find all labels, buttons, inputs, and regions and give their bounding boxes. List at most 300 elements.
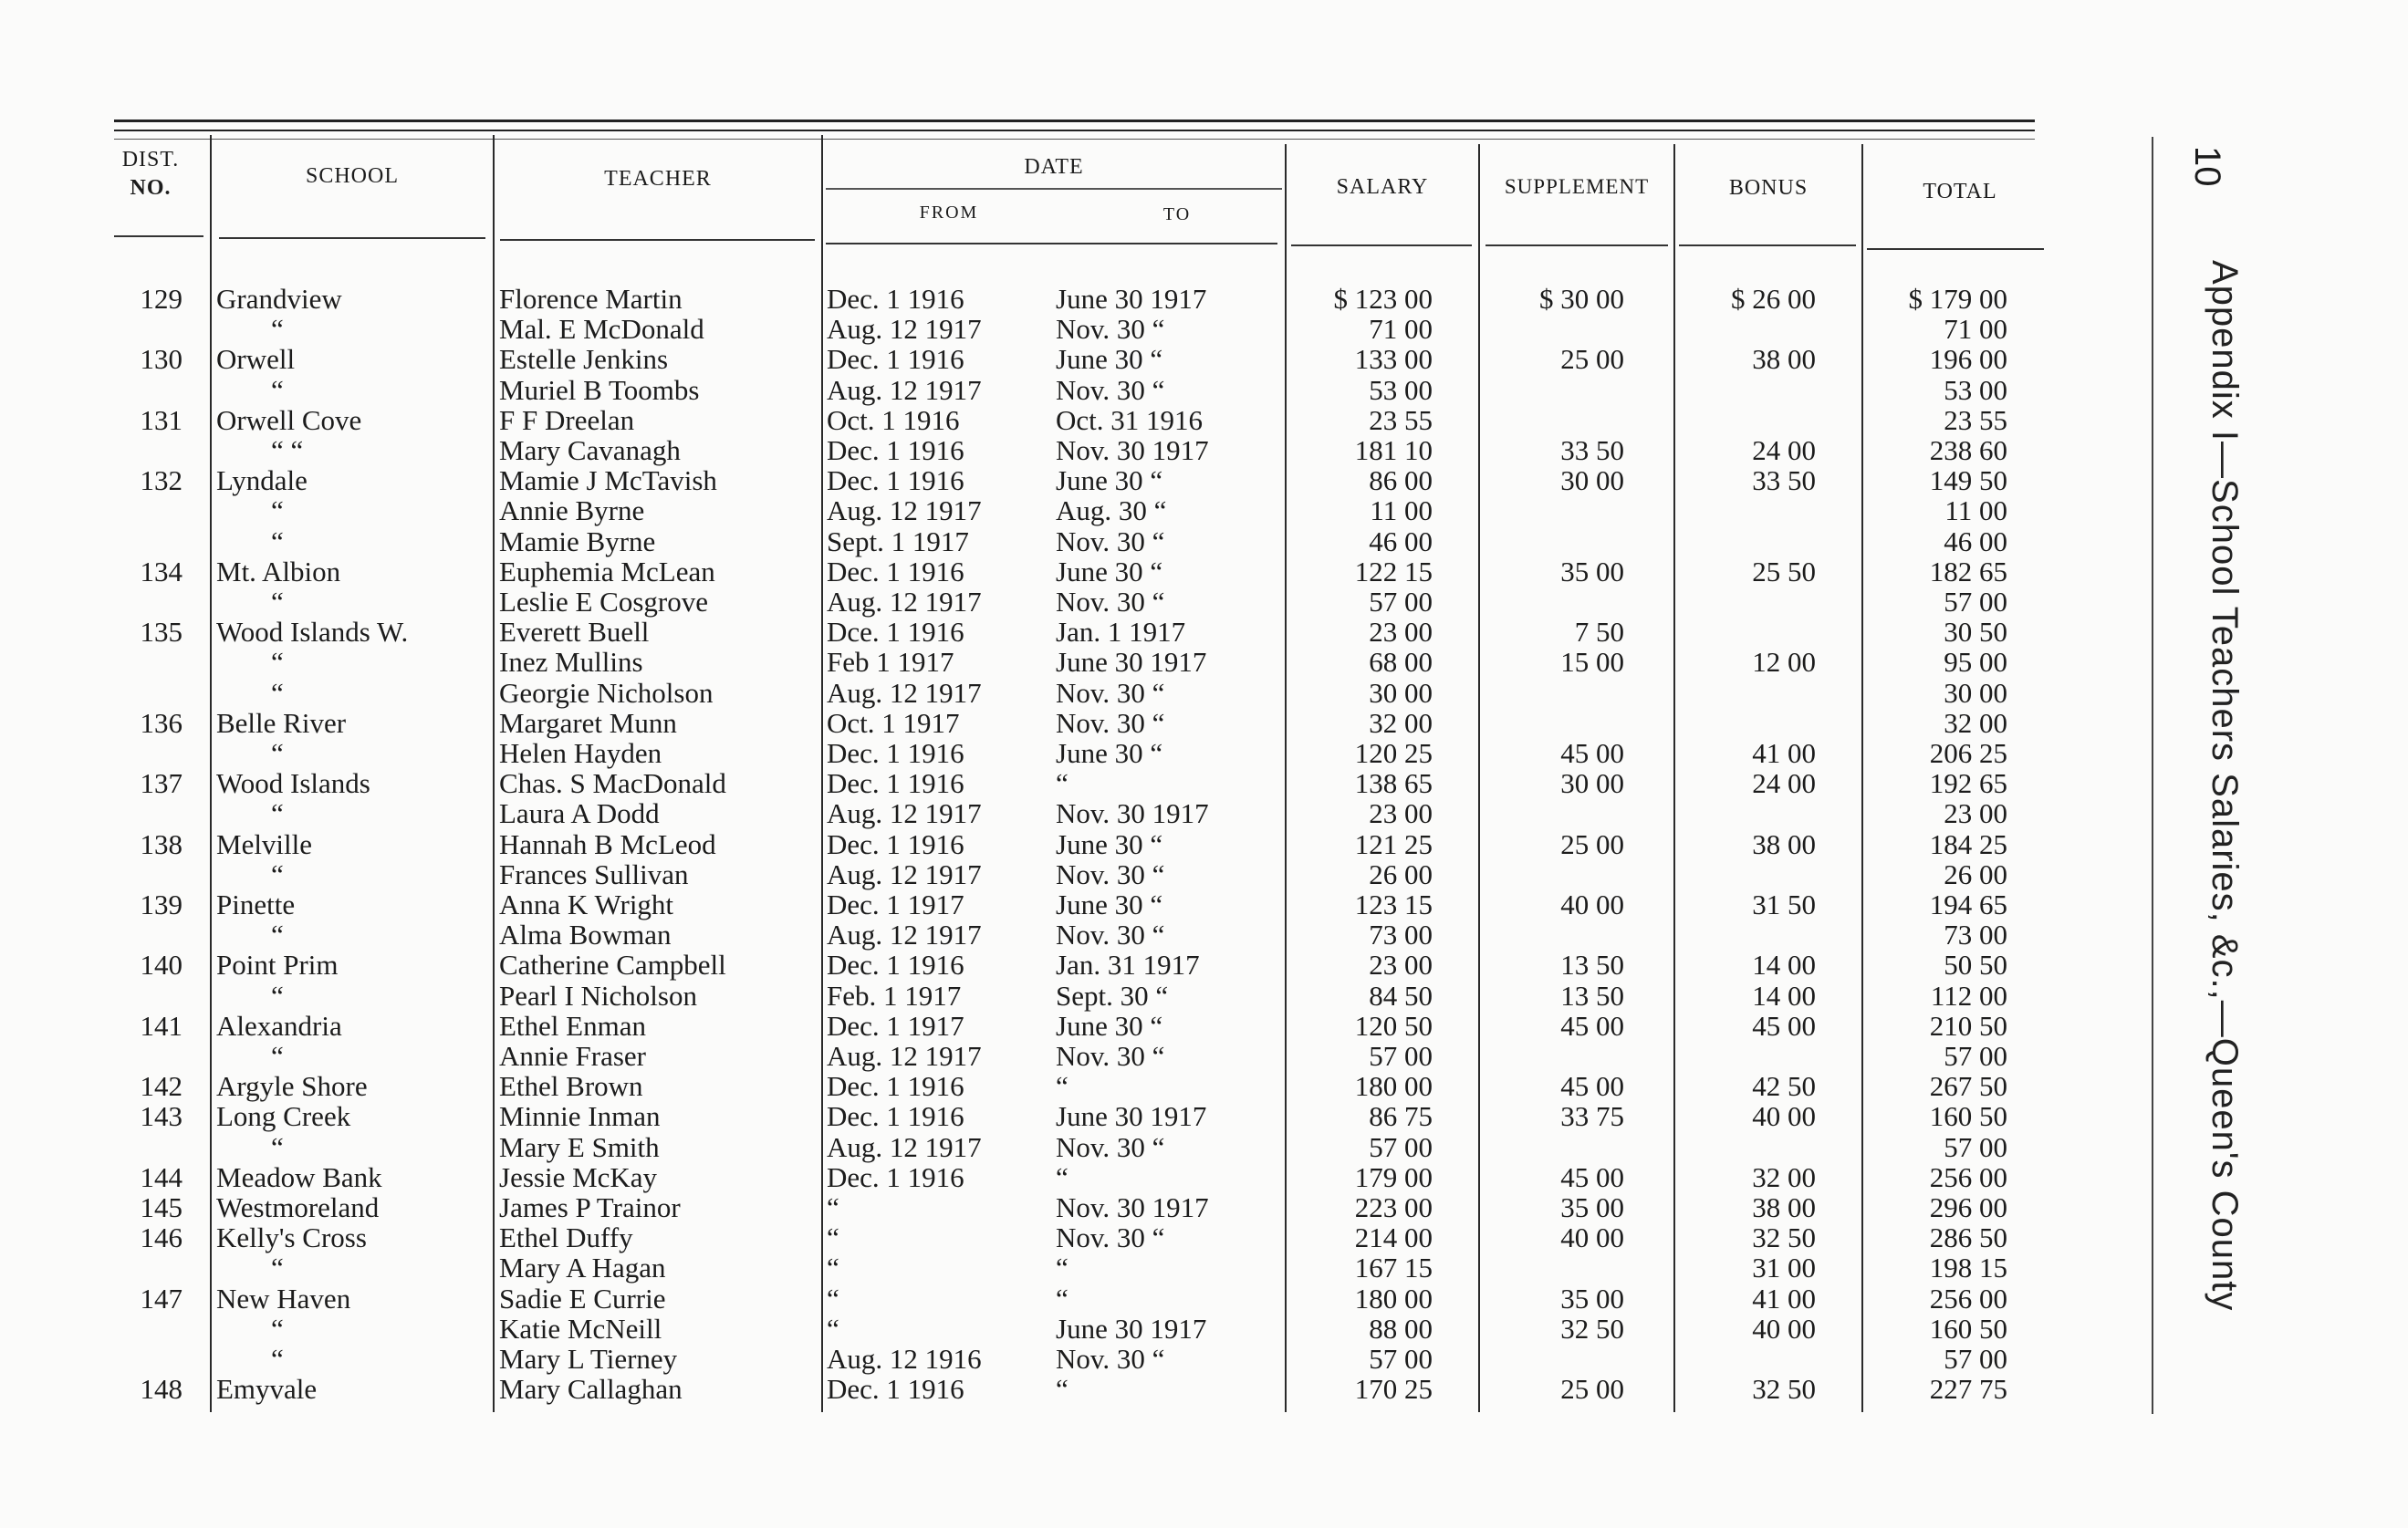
- table-cell-school: “: [271, 586, 284, 618]
- table-cell-dist: 130: [140, 343, 182, 376]
- table-cell-total: 267 50: [1929, 1070, 2007, 1103]
- table-cell-from: Dec. 1 1916: [827, 343, 964, 376]
- table-cell-salary: 180 00: [1354, 1070, 1433, 1103]
- table-cell-dist: 139: [140, 889, 182, 920]
- table-cell-salary: 214 00: [1354, 1221, 1433, 1254]
- table-cell-from: Dec. 1 1916: [827, 1160, 964, 1193]
- table-cell-salary: 180 00: [1354, 1282, 1433, 1315]
- table-cell-to: Nov. 30 1917: [1056, 1191, 1209, 1223]
- table-cell-to: Aug. 30 “: [1056, 494, 1167, 527]
- table-cell-bonus: 42 50: [1752, 1070, 1816, 1103]
- table-cell-teacher: Pearl I Nicholson: [499, 979, 697, 1012]
- table-cell-salary: 71 00: [1369, 313, 1433, 346]
- table-cell-dist: 148: [140, 1373, 182, 1406]
- table-cell-salary: 11 00: [1370, 494, 1433, 527]
- table-cell-from: Feb 1 1917: [827, 646, 954, 679]
- table-cell-dist: 134: [140, 555, 182, 587]
- table-cell-supplement: 35 00: [1560, 555, 1624, 587]
- date-divider: [826, 188, 1282, 190]
- table-cell-supplement: 33 75: [1560, 1100, 1624, 1133]
- table-cell-salary: 86 00: [1369, 464, 1433, 497]
- table-cell-to: “: [1056, 1252, 1068, 1284]
- table-cell-teacher: F F Dreelan: [499, 403, 635, 436]
- header-underline: [1867, 248, 2044, 250]
- table-cell-teacher: Mamie J McTavish: [499, 464, 717, 497]
- table-cell-supplement: 35 00: [1560, 1191, 1624, 1223]
- table-cell-salary: 26 00: [1369, 858, 1433, 890]
- table-cell-bonus: 40 00: [1752, 1100, 1816, 1133]
- table-cell-from: Aug. 12 1917: [827, 313, 982, 346]
- table-cell-bonus: 12 00: [1752, 646, 1816, 679]
- table-cell-from: Aug. 12 1917: [827, 373, 982, 406]
- table-cell-salary: 120 50: [1354, 1009, 1433, 1042]
- page-frame-line: [2152, 137, 2153, 1414]
- table-cell-teacher: Muriel B Toombs: [499, 373, 700, 406]
- table-cell-teacher: Minnie Inman: [499, 1100, 661, 1133]
- table-cell-from: Aug. 12 1917: [827, 1130, 982, 1163]
- top-rule: [114, 120, 2035, 122]
- table-cell-to: June 30 “: [1056, 1009, 1163, 1042]
- table-cell-salary: 46 00: [1369, 525, 1433, 557]
- table-cell-total: 198 15: [1929, 1252, 2007, 1284]
- table-cell-bonus: 33 50: [1752, 464, 1816, 497]
- table-cell-teacher: Mary L Tierney: [499, 1343, 678, 1375]
- table-cell-bonus: 38 00: [1752, 343, 1816, 376]
- table-cell-dist: 129: [140, 283, 182, 315]
- table-cell-bonus: 38 00: [1752, 1191, 1816, 1223]
- table-cell-school: New Haven: [216, 1282, 351, 1315]
- table-cell-to: June 30 “: [1056, 464, 1163, 497]
- table-cell-to: Nov. 30 “: [1056, 1221, 1165, 1254]
- table-cell-teacher: Laura A Dodd: [499, 797, 660, 830]
- table-cell-school: “: [271, 494, 284, 527]
- table-cell-dist: 144: [140, 1160, 182, 1193]
- table-cell-school: Belle River: [216, 706, 347, 739]
- table-cell-teacher: Estelle Jenkins: [499, 343, 669, 376]
- table-cell-total: 53 00: [1944, 373, 2007, 406]
- table-cell-total: 194 65: [1929, 889, 2007, 920]
- table-cell-teacher: Mal. E McDonald: [499, 313, 704, 346]
- table-cell-teacher: Katie McNeill: [499, 1312, 662, 1345]
- table-cell-school: Kelly's Cross: [216, 1221, 367, 1254]
- table-cell-dist: 147: [140, 1282, 182, 1315]
- table-cell-total: 57 00: [1944, 1130, 2007, 1163]
- table-cell-salary: 23 00: [1369, 949, 1433, 982]
- table-cell-dist: 143: [140, 1100, 182, 1133]
- table-cell-from: Aug. 12 1917: [827, 1040, 982, 1072]
- table-cell-total: 23 55: [1944, 403, 2007, 436]
- table-cell-school: Meadow Bank: [216, 1160, 382, 1193]
- header-bonus: BONUS: [1728, 176, 1809, 200]
- table-cell-from: Dec. 1 1916: [827, 434, 964, 466]
- table-cell-bonus: 38 00: [1752, 827, 1816, 860]
- side-title: Appendix I—School Teachers Salaries, &c.,—Queen's County: [2205, 260, 2245, 1312]
- header-underline: [1291, 244, 1472, 246]
- header-school: SCHOOL: [305, 164, 399, 188]
- page-number: 10: [2187, 146, 2227, 187]
- table-cell-from: Dce. 1 1916: [827, 616, 964, 649]
- table-cell-salary: 57 00: [1369, 1343, 1433, 1375]
- table-cell-to: Nov. 30 1917: [1056, 434, 1209, 466]
- table-cell-supplement: 40 00: [1560, 889, 1624, 920]
- table-cell-to: Jan. 1 1917: [1056, 616, 1186, 649]
- table-cell-to: June 30 “: [1056, 555, 1163, 587]
- table-cell-to: June 30 1917: [1056, 283, 1207, 315]
- table-cell-teacher: Ethel Duffy: [499, 1221, 633, 1254]
- table-cell-total: 23 00: [1944, 797, 2007, 830]
- table-cell-from: Dec. 1 1916: [827, 464, 964, 497]
- table-cell-to: Nov. 30 “: [1056, 676, 1165, 709]
- table-cell-to: Nov. 30 1917: [1056, 797, 1209, 830]
- table-cell-salary: 68 00: [1369, 646, 1433, 679]
- table-cell-total: 46 00: [1944, 525, 2007, 557]
- table-cell-to: June 30 1917: [1056, 1312, 1207, 1345]
- header-underline: [500, 239, 815, 241]
- table-cell-from: Aug. 12 1917: [827, 858, 982, 890]
- table-cell-from: Dec. 1 1916: [827, 1070, 964, 1103]
- table-cell-teacher: Helen Hayden: [499, 737, 662, 769]
- table-cell-to: June 30 1917: [1056, 1100, 1207, 1133]
- table-cell-supplement: 45 00: [1560, 1160, 1624, 1193]
- header-underline: [219, 237, 485, 239]
- table-cell-teacher: Hannah B McLeod: [499, 827, 716, 860]
- table-cell-school: Mt. Albion: [216, 555, 341, 587]
- table-cell-total: 57 00: [1944, 586, 2007, 618]
- table-cell-dist: 140: [140, 949, 182, 982]
- table-cell-teacher: Sadie E Currie: [499, 1282, 666, 1315]
- table-cell-teacher: Mary Cavanagh: [499, 434, 681, 466]
- table-cell-to: Nov. 30 “: [1056, 525, 1165, 557]
- table-cell-teacher: Florence Martin: [499, 283, 683, 315]
- table-cell-salary: 167 15: [1354, 1252, 1433, 1284]
- table-cell-from: Aug. 12 1917: [827, 676, 982, 709]
- table-cell-dist: 137: [140, 767, 182, 800]
- table-cell-dist: 136: [140, 706, 182, 739]
- table-cell-bonus: 14 00: [1752, 979, 1816, 1012]
- table-cell-dist: 132: [140, 464, 182, 497]
- table-cell-teacher: Catherine Campbell: [499, 949, 726, 982]
- table-cell-from: Feb. 1 1917: [827, 979, 962, 1012]
- table-cell-school: “: [271, 525, 284, 557]
- table-cell-teacher: Euphemia McLean: [499, 555, 715, 587]
- table-cell-bonus: 32 50: [1752, 1373, 1816, 1406]
- table-cell-dist: 141: [140, 1009, 182, 1042]
- table-cell-school: Wood Islands W.: [216, 616, 409, 649]
- table-cell-school: “: [271, 979, 284, 1012]
- table-cell-salary: 23 55: [1369, 403, 1433, 436]
- table-cell-from: Dec. 1 1917: [827, 889, 964, 920]
- table-cell-total: 95 00: [1944, 646, 2007, 679]
- table-cell-bonus: 32 00: [1752, 1160, 1816, 1193]
- table-cell-to: Nov. 30 “: [1056, 919, 1165, 951]
- table-cell-total: 57 00: [1944, 1343, 2007, 1375]
- table-cell-total: 210 50: [1929, 1009, 2007, 1042]
- table-cell-to: Oct. 31 1916: [1056, 403, 1204, 436]
- table-cell-supplement: 40 00: [1560, 1221, 1624, 1254]
- table-cell-to: Nov. 30 “: [1056, 373, 1165, 406]
- table-cell-salary: 170 25: [1354, 1373, 1433, 1406]
- table-cell-school: “: [271, 646, 284, 679]
- table-cell-to: Nov. 30 “: [1056, 858, 1165, 890]
- top-rule-thin: [114, 130, 2035, 131]
- table-cell-salary: 84 50: [1369, 979, 1433, 1012]
- table-cell-supplement: 15 00: [1560, 646, 1624, 679]
- table-cell-supplement: 25 00: [1560, 827, 1624, 860]
- table-cell-total: 32 00: [1944, 706, 2007, 739]
- col-divider: [1673, 144, 1675, 1412]
- table-cell-school: Orwell Cove: [216, 403, 362, 436]
- table-cell-school: Wood Islands: [216, 767, 370, 800]
- table-cell-total: 206 25: [1929, 737, 2007, 769]
- table-cell-salary: 57 00: [1369, 1130, 1433, 1163]
- table-cell-bonus: 24 00: [1752, 434, 1816, 466]
- table-cell-supplement: 7 50: [1574, 616, 1624, 649]
- table-cell-from: Dec. 1 1916: [827, 949, 964, 982]
- table-cell-to: “: [1056, 1373, 1068, 1406]
- table-cell-supplement: 13 50: [1560, 949, 1624, 982]
- table-cell-bonus: 31 00: [1752, 1252, 1816, 1284]
- table-cell-teacher: Leslie E Cosgrove: [499, 586, 709, 618]
- table-cell-bonus: $ 26 00: [1731, 283, 1816, 315]
- table-cell-total: 182 65: [1929, 555, 2007, 587]
- table-cell-bonus: 25 50: [1752, 555, 1816, 587]
- table-cell-to: June 30 “: [1056, 343, 1163, 376]
- table-cell-teacher: Jessie McKay: [499, 1160, 658, 1193]
- header-total: TOTAL: [1923, 180, 1997, 203]
- table-cell-teacher: Mary Callaghan: [499, 1373, 683, 1406]
- table-cell-to: “: [1056, 767, 1068, 800]
- table-cell-from: Dec. 1 1917: [827, 1009, 964, 1042]
- table-cell-supplement: 25 00: [1560, 1373, 1624, 1406]
- table-cell-from: Dec. 1 1916: [827, 555, 964, 587]
- table-cell-salary: 73 00: [1369, 919, 1433, 951]
- table-cell-school: “: [271, 858, 284, 890]
- table-cell-total: 160 50: [1929, 1100, 2007, 1133]
- table-cell-total: 50 50: [1944, 949, 2007, 982]
- table-cell-bonus: 24 00: [1752, 767, 1816, 800]
- table-cell-total: 26 00: [1944, 858, 2007, 890]
- table-cell-to: June 30 “: [1056, 889, 1163, 920]
- table-cell-salary: 181 10: [1354, 434, 1433, 466]
- table-cell-school: “: [271, 1252, 284, 1284]
- table-cell-teacher: Chas. S MacDonald: [499, 767, 726, 800]
- table-cell-from: Aug. 12 1916: [827, 1343, 982, 1375]
- table-cell-salary: 123 15: [1354, 889, 1433, 920]
- header-salary: SALARY: [1336, 175, 1429, 199]
- header-underline: [114, 235, 203, 237]
- table-cell-teacher: Annie Fraser: [499, 1040, 646, 1072]
- table-cell-from: Aug. 12 1917: [827, 797, 982, 830]
- table-cell-total: $ 179 00: [1908, 283, 2007, 315]
- header-to: TO: [1162, 204, 1192, 224]
- table-cell-to: “: [1056, 1070, 1068, 1103]
- header-supplement: SUPPLEMENT: [1504, 175, 1650, 198]
- table-cell-supplement: 30 00: [1560, 464, 1624, 497]
- table-cell-school: Orwell: [216, 343, 296, 376]
- table-cell-teacher: Frances Sullivan: [499, 858, 689, 890]
- table-cell-supplement: 45 00: [1560, 1070, 1624, 1103]
- table-cell-school: Pinette: [216, 889, 296, 920]
- table-cell-total: 256 00: [1929, 1160, 2007, 1193]
- table-cell-total: 256 00: [1929, 1282, 2007, 1315]
- table-cell-teacher: Ethel Enman: [499, 1009, 646, 1042]
- col-divider: [1285, 144, 1287, 1412]
- table-cell-from: Oct. 1 1917: [827, 706, 960, 739]
- table-cell-teacher: Georgie Nicholson: [499, 676, 714, 709]
- table-cell-salary: 23 00: [1369, 616, 1433, 649]
- table-cell-from: Dec. 1 1916: [827, 1373, 964, 1406]
- table-cell-school: “ “: [271, 434, 304, 466]
- table-cell-supplement: 25 00: [1560, 343, 1624, 376]
- table-cell-teacher: Margaret Munn: [499, 706, 677, 739]
- table-cell-supplement: 33 50: [1560, 434, 1624, 466]
- table-cell-to: Jan. 31 1917: [1056, 949, 1200, 982]
- table-cell-from: Sept. 1 1917: [827, 525, 969, 557]
- table-cell-bonus: 31 50: [1752, 889, 1816, 920]
- table-cell-to: Nov. 30 “: [1056, 1130, 1165, 1163]
- table-cell-supplement: 30 00: [1560, 767, 1624, 800]
- table-cell-dist: 138: [140, 827, 182, 860]
- table-cell-salary: 138 65: [1354, 767, 1433, 800]
- header-underline: [826, 243, 1277, 244]
- table-cell-bonus: 14 00: [1752, 949, 1816, 982]
- table-cell-salary: 57 00: [1369, 1040, 1433, 1072]
- table-cell-salary: 32 00: [1369, 706, 1433, 739]
- table-cell-school: “: [271, 373, 284, 406]
- table-cell-to: June 30 “: [1056, 827, 1163, 860]
- table-cell-salary: 121 25: [1354, 827, 1433, 860]
- table-cell-school: “: [271, 797, 284, 830]
- table-cell-teacher: Inez Mullins: [499, 646, 643, 679]
- table-cell-to: “: [1056, 1160, 1068, 1193]
- table-cell-from: “: [827, 1282, 839, 1315]
- table-cell-salary: 23 00: [1369, 797, 1433, 830]
- table-cell-total: 11 00: [1944, 494, 2007, 527]
- table-cell-teacher: Annie Byrne: [499, 494, 645, 527]
- table-cell-school: “: [271, 1312, 284, 1345]
- table-cell-school: “: [271, 313, 284, 346]
- table-cell-to: June 30 1917: [1056, 646, 1207, 679]
- table-cell-dist: 135: [140, 616, 182, 649]
- table-cell-salary: 133 00: [1354, 343, 1433, 376]
- table-cell-total: 286 50: [1929, 1221, 2007, 1254]
- table-cell-total: 227 75: [1929, 1373, 2007, 1406]
- table-cell-teacher: Mary A Hagan: [499, 1252, 666, 1284]
- table-cell-from: Dec. 1 1916: [827, 827, 964, 860]
- table-cell-teacher: Anna K Wright: [499, 889, 674, 920]
- table-cell-teacher: Everett Buell: [499, 616, 650, 649]
- table-cell-from: Aug. 12 1917: [827, 494, 982, 527]
- table-cell-salary: 120 25: [1354, 737, 1433, 769]
- table-cell-school: “: [271, 1130, 284, 1163]
- table-cell-total: 71 00: [1944, 313, 2007, 346]
- table-cell-to: Sept. 30 “: [1056, 979, 1169, 1012]
- table-cell-bonus: 40 00: [1752, 1312, 1816, 1345]
- table-cell-total: 30 00: [1944, 676, 2007, 709]
- table-cell-total: 238 60: [1929, 434, 2007, 466]
- table-cell-school: Point Prim: [216, 949, 339, 982]
- col-divider: [1861, 144, 1863, 1412]
- table-cell-total: 73 00: [1944, 919, 2007, 951]
- table-cell-school: “: [271, 676, 284, 709]
- table-cell-teacher: Ethel Brown: [499, 1070, 643, 1103]
- table-cell-teacher: James P Trainor: [499, 1191, 681, 1223]
- table-cell-total: 192 65: [1929, 767, 2007, 800]
- table-cell-total: 112 00: [1930, 979, 2007, 1012]
- table-cell-supplement: $ 30 00: [1539, 283, 1624, 315]
- table-cell-bonus: 45 00: [1752, 1009, 1816, 1042]
- table-cell-supplement: 35 00: [1560, 1282, 1624, 1315]
- table-cell-to: June 30 “: [1056, 737, 1163, 769]
- table-cell-dist: 131: [140, 403, 182, 436]
- col-divider: [1478, 144, 1480, 1412]
- table-cell-supplement: 45 00: [1560, 1009, 1624, 1042]
- table-cell-from: Aug. 12 1917: [827, 586, 982, 618]
- table-cell-school: Emyvale: [216, 1373, 318, 1406]
- table-cell-teacher: Alma Bowman: [499, 919, 672, 951]
- table-cell-bonus: 32 50: [1752, 1221, 1816, 1254]
- table-cell-total: 149 50: [1929, 464, 2007, 497]
- table-cell-total: 196 00: [1929, 343, 2007, 376]
- col-divider: [821, 135, 823, 1412]
- header-date: DATE: [1024, 155, 1084, 179]
- table-cell-from: Dec. 1 1916: [827, 283, 964, 315]
- table-cell-from: Oct. 1 1916: [827, 403, 960, 436]
- table-cell-school: Westmoreland: [216, 1191, 380, 1223]
- table-cell-from: “: [827, 1221, 839, 1254]
- table-cell-bonus: 41 00: [1752, 1282, 1816, 1315]
- table-cell-dist: 145: [140, 1191, 182, 1223]
- table-cell-salary: 53 00: [1369, 373, 1433, 406]
- table-cell-total: 30 50: [1944, 616, 2007, 649]
- table-cell-from: Aug. 12 1917: [827, 919, 982, 951]
- table-cell-salary: $ 123 00: [1333, 283, 1433, 315]
- table-cell-school: “: [271, 1040, 284, 1072]
- table-cell-from: “: [827, 1312, 839, 1345]
- header-from: FROM: [919, 203, 979, 223]
- table-cell-total: 296 00: [1929, 1191, 2007, 1223]
- header-no: NO.: [130, 176, 172, 200]
- table-cell-to: Nov. 30 “: [1056, 1040, 1165, 1072]
- table-cell-teacher: Mary E Smith: [499, 1130, 660, 1163]
- table-cell-total: 184 25: [1929, 827, 2007, 860]
- col-divider: [210, 135, 212, 1412]
- table-cell-salary: 57 00: [1369, 586, 1433, 618]
- table-cell-dist: 146: [140, 1221, 182, 1254]
- table-cell-to: Nov. 30 “: [1056, 313, 1165, 346]
- table-cell-dist: 142: [140, 1070, 182, 1103]
- top-rule-secondary: [114, 139, 2035, 140]
- table-cell-school: “: [271, 1343, 284, 1375]
- table-cell-school: Grandview: [216, 283, 342, 315]
- table-cell-teacher: Mamie Byrne: [499, 525, 656, 557]
- table-cell-salary: 223 00: [1354, 1191, 1433, 1223]
- table-cell-from: Dec. 1 1916: [827, 1100, 964, 1133]
- table-cell-from: Dec. 1 1916: [827, 767, 964, 800]
- table-cell-salary: 122 15: [1354, 555, 1433, 587]
- table-cell-school: “: [271, 919, 284, 951]
- header-teacher: TEACHER: [604, 167, 712, 191]
- table-cell-bonus: 41 00: [1752, 737, 1816, 769]
- table-cell-salary: 86 75: [1369, 1100, 1433, 1133]
- table-cell-to: “: [1056, 1282, 1068, 1315]
- table-cell-school: Melville: [216, 827, 313, 860]
- table-cell-supplement: 45 00: [1560, 737, 1624, 769]
- table-cell-from: “: [827, 1191, 839, 1223]
- table-cell-from: Dec. 1 1916: [827, 737, 964, 769]
- table-cell-to: Nov. 30 “: [1056, 706, 1165, 739]
- table-cell-school: Lyndale: [216, 464, 308, 497]
